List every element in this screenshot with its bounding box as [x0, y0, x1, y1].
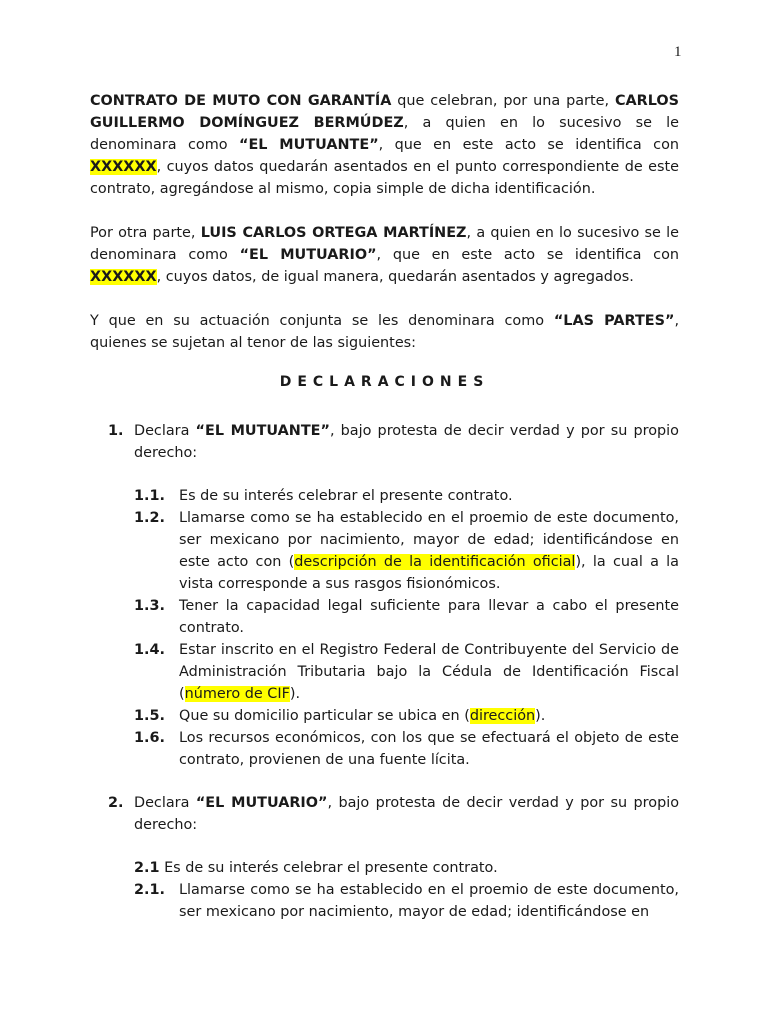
text: Declara	[134, 423, 196, 439]
item-number: 2.	[108, 795, 124, 811]
item-number: 1.6.	[134, 730, 165, 746]
mutuario-alias: “EL MUTUARIO”	[239, 247, 377, 263]
declaration-1-3	[134, 595, 679, 639]
item-number: 1.2.	[134, 510, 165, 526]
item-number: 1.3.	[134, 598, 165, 614]
text: ), la cual a la vista corresponde a sus rasgos fisionómicos.	[179, 554, 680, 592]
text: Por otra parte,	[90, 225, 201, 241]
item-number: 1.	[108, 423, 124, 439]
mutuario-alias: “EL MUTUARIO”	[195, 795, 328, 811]
declaration-2-1b	[134, 879, 679, 923]
text: , a quien en lo sucesivo se le denominara como	[90, 115, 679, 153]
text: Estar inscrito en el Registro Federal de Contribuyente del Servicio de Administración Tributaria bajo la Cédula de Identificación Fiscal (	[179, 642, 679, 702]
text: Llamarse como se ha establecido en el proemio de este documento, ser mexicano por nacimiento, mayor de edad; identificándose en este acto con (	[179, 510, 679, 570]
text: , bajo protesta de decir verdad y por su propio derecho:	[134, 423, 679, 461]
item-text	[134, 420, 679, 464]
placeholder-highlight: descripción de la identificación oficial	[294, 554, 576, 570]
item-text: Es de su interés celebrar el presente contrato.	[159, 860, 498, 876]
text: , quienes se sujetan al tenor de las siguientes:	[90, 313, 680, 351]
item-text: Tener la capacidad legal suficiente para llevar a cabo el presente contrato.	[179, 598, 679, 636]
declaration-1	[108, 420, 679, 464]
page-number: 1	[674, 44, 682, 60]
text: Declara	[134, 795, 196, 811]
text: Y que en su actuación conjunta se les denominara como	[90, 313, 554, 329]
text: que celebran, por una parte,	[391, 93, 615, 109]
text: , a quien en lo sucesivo se le denominara como	[90, 225, 679, 263]
declaration-1-1	[134, 485, 679, 507]
placeholder-highlight: dirección	[469, 708, 536, 724]
placeholder-highlight: número de CIF	[184, 686, 290, 702]
id-placeholder: XXXXXX	[90, 269, 157, 285]
item-text: Los recursos económicos, con los que se efectuará el objeto de este contrato, provienen de una fuente lícita.	[179, 730, 679, 768]
section-heading: DECLARACIONES	[279, 374, 490, 390]
contract-title: CONTRATO DE MUTO CON GARANTÍA	[90, 93, 392, 109]
item-text	[179, 705, 679, 727]
mutuante-alias: “EL MUTUANTE”	[238, 137, 379, 153]
intro-paragraph-1	[90, 90, 679, 200]
text: , bajo protesta de decir verdad y por su propio derecho:	[134, 795, 680, 833]
item-number: 2.1.	[134, 882, 165, 898]
id-placeholder: XXXXXX	[90, 159, 157, 175]
item-text	[134, 792, 679, 836]
declaration-1-4	[134, 639, 679, 705]
item-number: 1.5.	[134, 708, 165, 724]
item-number: 2.1	[134, 860, 160, 876]
declaration-2	[108, 792, 679, 836]
intro-paragraph-2	[90, 222, 679, 288]
declaration-1-2	[134, 507, 679, 595]
item-text	[179, 507, 679, 595]
text: , cuyos datos quedarán asentados en el punto correspondiente de este contrato, agregándose al mismo, copia simple de dicha identificación.	[90, 159, 679, 197]
text: Que su domicilio particular se ubica en (	[179, 708, 470, 724]
text: , que en este acto se identifica con	[378, 137, 679, 153]
mutuario-name: LUIS CARLOS ORTEGA MARTÍNEZ	[200, 225, 467, 241]
text: , cuyos datos, de igual manera, quedarán asentados y agregados.	[156, 269, 634, 285]
item-number: 1.1.	[134, 488, 165, 504]
item-text: Llamarse como se ha establecido en el proemio de este documento, ser mexicano por nacimiento, mayor de edad; identificándose en	[179, 882, 679, 920]
intro-paragraph-3	[90, 310, 679, 354]
mutuante-alias: “EL MUTUANTE”	[195, 423, 330, 439]
partes-alias: “LAS PARTES”	[553, 313, 675, 329]
declaration-1-6	[134, 727, 679, 771]
item-number: 1.4.	[134, 642, 165, 658]
declaration-1-5	[134, 705, 679, 727]
item-text: Es de su interés celebrar el presente contrato.	[179, 488, 513, 504]
declaration-2-1a	[134, 857, 679, 879]
item-text	[179, 639, 679, 705]
text: ).	[535, 708, 546, 724]
text: ).	[289, 686, 301, 702]
mutuante-name: CARLOS GUILLERMO DOMÍNGUEZ BERMÚDEZ	[90, 93, 679, 131]
text: , que en este acto se identifica con	[376, 247, 680, 263]
